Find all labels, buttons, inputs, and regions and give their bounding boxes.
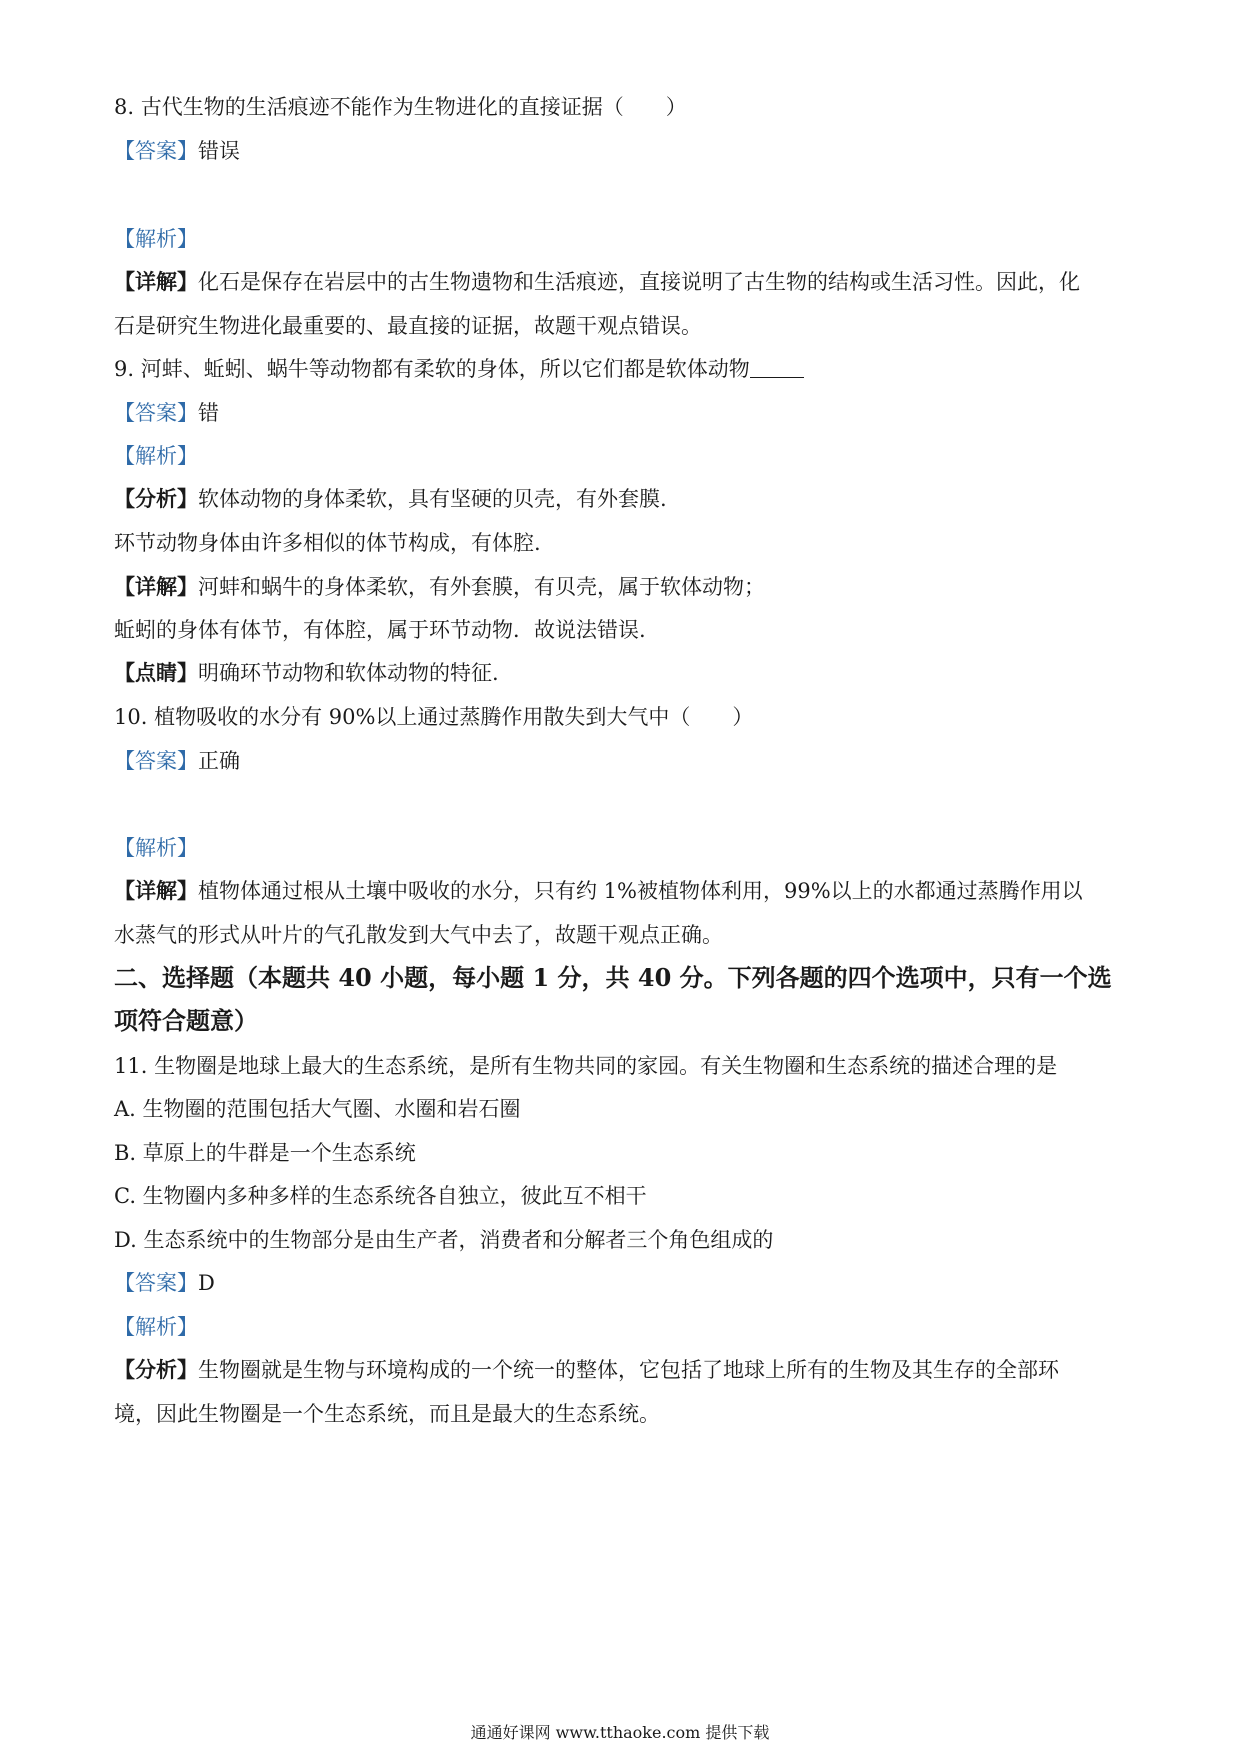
section-heading-line-2: 项符合题意） <box>114 1006 258 1035</box>
answer-tag: 【答案】 <box>114 1271 198 1295</box>
fenxi-tag: 【分析】 <box>114 486 198 511</box>
question-11: 11. 生物圈是地球上最大的生态系统，是所有生物共同的家园。有关生物圈和生态系统的描述合理的是 <box>114 1054 1058 1078</box>
question-10: 10. 植物吸收的水分有 90%以上通过蒸腾作用散失到大气中（ ） <box>114 705 754 729</box>
analysis-tag: 【解析】 <box>114 1315 198 1339</box>
q10-detail-line-2: 水蒸气的形式从叶片的气孔散发到大气中去了，故题干观点正确。 <box>114 923 723 947</box>
q11-fenxi-line-1 <box>114 1355 1124 1385</box>
answer-text: D <box>198 1271 215 1295</box>
detail-text: 河蚌和蜗牛的身体柔软，有外套膜，有贝壳，属于软体动物； <box>198 575 765 599</box>
fenxi-text: 生物圈就是生物与环境构成的一个统一的整体，它包括了地球上所有的生物及其生存的全部环 <box>198 1358 1059 1382</box>
q8-answer-line <box>114 136 1124 166</box>
section-heading-line-1: 二、选择题（本题共 40 小题，每小题 1 分，共 40 分。下列各题的四个选项中，只有一个选 <box>114 963 1112 992</box>
detail-text: 化石是保存在岩层中的古生物遗物和生活痕迹，直接说明了古生物的结构或生活习性。因此，化 <box>198 270 1080 294</box>
detail-tag: 【详解】 <box>114 269 198 294</box>
q11-analysis-tag <box>114 1312 1124 1342</box>
dianjing-tag: 【点睛】 <box>114 660 198 685</box>
question-9-text: 9. 河蚌、蚯蚓、蜗牛等动物都有柔软的身体，所以它们都是软体动物 <box>114 357 750 381</box>
q10-answer-line <box>114 746 1124 776</box>
q9-detail-line-1 <box>114 572 1124 602</box>
fenxi-text: 软体动物的身体柔软，具有坚硬的贝壳，有外套膜. <box>198 487 667 511</box>
question-9 <box>114 354 1124 384</box>
answer-blank <box>750 357 804 378</box>
option-d: D. 生态系统中的生物部分是由生产者，消费者和分解者三个角色组成的 <box>114 1228 774 1252</box>
q11-answer-line <box>114 1268 1124 1298</box>
q9-answer-line <box>114 398 1124 428</box>
dianjing-text: 明确环节动物和软体动物的特征. <box>198 661 499 685</box>
q11-fenxi-line-2: 境，因此生物圈是一个生态系统，而且是最大的生态系统。 <box>114 1402 660 1426</box>
answer-text: 正确 <box>198 749 240 773</box>
detail-tag: 【详解】 <box>114 574 198 599</box>
answer-text: 错 <box>198 401 219 425</box>
detail-tag: 【详解】 <box>114 878 198 903</box>
answer-text: 错误 <box>198 139 240 163</box>
analysis-tag: 【解析】 <box>114 836 198 860</box>
analysis-tag: 【解析】 <box>114 227 198 251</box>
q9-fenxi-line-2: 环节动物身体由许多相似的体节构成，有体腔. <box>114 531 541 555</box>
answer-tag: 【答案】 <box>114 749 198 773</box>
analysis-tag: 【解析】 <box>114 444 198 468</box>
page-footer: 通通好课网 www.tthaoke.com 提供下载 <box>470 1723 770 1742</box>
option-c: C. 生物圈内多种多样的生态系统各自独立，彼此互不相干 <box>114 1184 647 1208</box>
q8-analysis-tag <box>114 224 1124 254</box>
answer-tag: 【答案】 <box>114 139 198 163</box>
q9-analysis-tag <box>114 441 1124 471</box>
q9-detail-line-2: 蚯蚓的身体有体节，有体腔，属于环节动物．故说法错误. <box>114 618 646 642</box>
q9-fenxi-line-1 <box>114 484 1124 514</box>
fenxi-tag: 【分析】 <box>114 1357 198 1382</box>
q8-detail-line-2: 石是研究生物进化最重要的、最直接的证据，故题干观点错误。 <box>114 314 702 338</box>
q10-analysis-tag <box>114 833 1124 863</box>
detail-text: 植物体通过根从土壤中吸收的水分，只有约 1%被植物体利用，99%以上的水都通过蒸腾作用以 <box>198 879 1083 903</box>
q10-detail-line-1 <box>114 876 1124 906</box>
q8-detail-line-1 <box>114 267 1124 297</box>
q9-dianjing-line <box>114 658 1124 688</box>
option-a: A. 生物圈的范围包括大气圈、水圈和岩石圈 <box>114 1097 521 1121</box>
option-b: B. 草原上的牛群是一个生态系统 <box>114 1141 416 1165</box>
question-8: 8. 古代生物的生活痕迹不能作为生物进化的直接证据（ ） <box>114 95 687 119</box>
answer-tag: 【答案】 <box>114 401 198 425</box>
